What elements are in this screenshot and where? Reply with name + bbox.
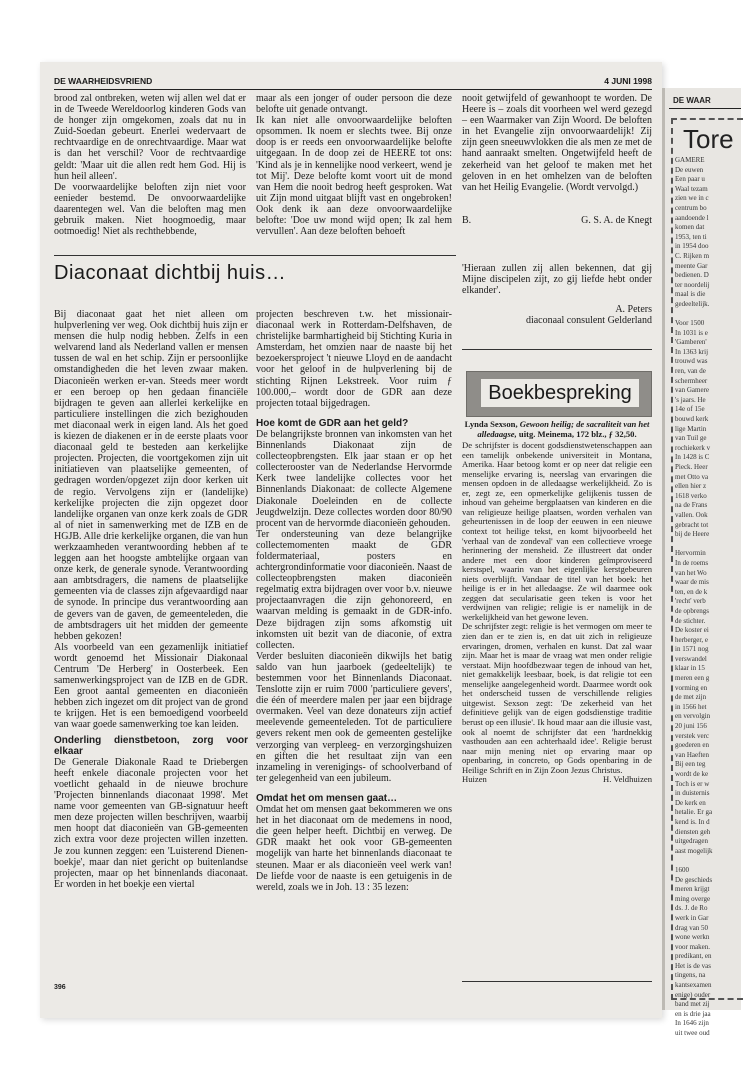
section-divider [462,981,652,982]
section-divider [54,255,456,256]
header-rule [54,89,652,90]
book-details: Lynda Sexson, Gewoon heilig; de sacraliteit van het alledaagse, uitg. Meinema, 172 blz., ƒ 32,50. [464,419,650,439]
top-article-column-1: brood zal ontbreken, weten wij allen wel dat er in de Tweede Wereldoorlog kinderen Gods van de honger zijn omgekomen, zoals dat nu in Zuid-Soedan gebeurt. Enerlei wedervaart de rechtvaardige en de onrechtvaardige. Maar wat is dan het verschil? Voor de rechtvaardige geldt: 'Maar uit die allen redt hem God. Hij is hun heil alleen'. De voorwaardelijke beloften zijn niet voor eenieder bestemd. De onvoorwaardelijke daarentegen wel. Van die beloften mag men gebruik maken. Niet hoogmoedig, maar ootmoedig! Niet als rechthebbende, [54,93,246,238]
article-column-2: projecten beschreven t.w. het missionair-diaconaal werk in Rotterdam-Delfshaven, de christelijke barmhartigheid bij Stichting Kuria in Amsterdam, het omzien naar de naaste bij het bezoekersproject 't nieuwe Lloyd en de aandacht voor het geloof in de hulpverlening bij de stichting Rijnen Lekstreek. Voor ruim ƒ 100.000,– wordt door de GDR aan deze projecten totaal bijgedragen. Hoe komt de GDR aan het geld? De belangrijkste bronnen van inkomsten van het Binnenlands Diakonaat zijn de collecteopbrengsten. Elk jaar staan er op het collecterooster van de Nederlandse Hervormde Kerk twee landelijke collectes voor het Binnenlands Diakonaat: de collecte Algemene Diakonale Doeleinden en de collecte Jeugdwelzijn. Deze collectes worden door 80/90 procent van de hervormde diaconieën gehouden. Ter ondersteuning van deze belangrijke collectemomenten maakt de GDR foldermateriaal, posters en achtergrondinformatie voor diaconieën. Naast de collecteopbrengsten maken diaconieën regelmatig extra bijdragen over voor b.v. nieuwe projectaanvragen die zijn gehonoreerd, en waarvan melding is gemaakt in de GDR-info. Deze bijdragen zijn soms afkomstig uit inkomsten uit bezit van de diaconie, of extra collecten. Verder besluiten diaconieën dikwijls het batig saldo van hun jaarboek (gedeeltelijk) te bestemmen voor het Binnenlands Diaconaat. Tenslotte zijn er ruim 7000 'particuliere gevers', die één of meerdere malen per jaar een bijdrage overmaken. Veel van deze donateurs zijn actief meelevende gemeenteleden. Tot de particuliere gevers rekent men ook de gemeenten gestelijke verzorging van verpleeg- en verzorgingshuizen en giften die het resultaat zijn van een inzameling in verenigings- of schoolverband of ter gelegenheid van een jubileum. Omdat het om mensen gaat… Omdat het om mensen gaat bekommeren we ons het in het diaconaat om de medemens in nood, die geen helper heeft. Dichtbij en verweg. De GDR maakt het ook voor GB-gemeenten mogelijk van harte het binnenlands diaconaat te steunen. Maar er als diaconieën veel werk van! De liefde voor de naaste is een getuigenis in de wereld, zoals we in Joh. 13 : 35 lezen: [256,309,452,893]
magazine-name: DE WAARHEIDSVRIEND [54,76,153,86]
author-name: A. Peters [615,304,652,316]
article-quote-column: 'Hieraan zullen zij allen bekennen, dat gij Mijne discipelen zijt, zo gij liefde hebt onder elkander'. A. Peters diaconaal consulent Gelderland [462,263,652,327]
next-page-rule [669,108,741,109]
issue-date: 4 JUNI 1998 [604,76,652,86]
section-divider [462,349,652,350]
top-article-signature: B. G. S. A. de Knegt [462,214,652,226]
article-title: Diaconaat dichtbij huis… [54,262,287,284]
author-role: diaconaal consulent Gelderland [525,315,652,327]
next-page-text: GAMERE De euwen Een paar u Waal tezam zien we in c centrum bo aandoende l komen dat 1953, ten ti in 1954 doo C. Rijken m meente Gar bedienen. D ter noordelij maal is die gedeeltelijk. Voor 1500 In 1031 is e 'Gamberen' In 1363 krij trouwd was ren, van de schermheer van Gamere 's jaars. He 14e of 15e bouwd kerk lige Martin van Tuil ge rochiekerk v In 1428 is C Pieck. Heer met Otto va ellen hier z 1618 verko na de Frans vallen. Ook gebracht tot bij de Heere Hervormin In de roems van het Wo waar de mis ten, en de k 'recht' verb de opbrengs de stichter. De koster ei herberger, e in 1571 nog verswandel klaar in 15 meren een g vorming en de met zijn in 1566 het en vervolgin 20 juni 156 verstek verc goederen en van Haeften Bij een teg wordt de ke Toch is er w in duisternis De kerk en hetalie. Er ga kend is. In d diensten geh uitgedragen aast mogelijk 1600 De geschieds meren krijgt ming overge ds. J. de Ro werk in Gar drag van 50 wone werkn voor maken. predikant, en Het is de vas tingens, na kantsexamen enige) ouder band met zij en is drie jaa In 1646 zijn uit twee oud [675,156,713,1038]
next-page-title: Tore [683,124,734,154]
page [40,62,662,1018]
running-header [54,76,652,88]
book-review: Lynda Sexson, Gewoon heilig; de sacraliteit van het alledaagse, uitg. Meinema, 172 blz., ƒ 32,50. De schrijfster is docent godsdienstwetenschappen aan een tamelijk onbekende universiteit in Montana, Amerika. Haar betoog komt er op neer dat religie een menselijke ervaring is, neerslag van ervaringen die mensen opdoen in de alledaagse werkelijkheid. Zo is er, zegt ze, een opmerkelijke gelijkenis tussen de inhoud van geheime bergplaatsen van kinderen en die van religieuze heilige plaatsen, worden verhalen van geheurtenissen in de loop der eeuwen in een nieuwe context tot heilige tekst, en komt bijvoorbeeld het 'verhaal van de zondeval' van een collectieve vroege herinnering der mensheid. Ze illustreert dat onder andere met een door kinderen geïmproviseerd kerstspel, waarin van het eigenlijke kerstgebeuren niets overblijft. Vandaar de titel van het boek: het heilige is er in het alledaagse. Ze wil daarmee ook zeggen dat secularisatie geen teken is voor het verdwijnen van religie; religie is er namelijk in de werkelijkheid van het gewone leven. De schrijfster zegt: religie is het vermogen om meer te zien dan er te zien is, en dat uit zich in religieuze ervaringen, dromen, verhalen en kunst. Dat zal waar zijn. Maar het is maar de vraag wat men onder religie verstaat. Mijn hoofdbezwaar tegen de inhoud van het, niet gemakkelijk leesbaar, boek, is dat religie tot een menselijke aangelegenheid wordt. Daarmee wordt ook het onderscheid tussen de verschillende religies uitgewist. Sexson zegt: 'De zekerheid van het definitieve gelijk van de eigen godsdienstige traditie berust op een illusie'. Ik houd maar aan die illusie vast, ook al noemt de schrijfster dat een 'hardnekkig vasthouden aan een achterhaald idee'. Religie berust naar mijn mening niet op ervaring maar op openbaring, in concreto, op Gods openbaring in de Heilige Schrift en in Zijn Zoon Jezus Christus. Huizen H. Veldhuizen [462,419,652,785]
subheading-onderling: Onderling dienstbetoon, zorg voor elkaar [54,734,248,757]
article-column-1: Bij diaconaat gaat het niet alleen om hulpverlening ver weg. Ook dichtbij huis zijn er mensen die hulp nodig hebben. Zelfs in een welvarend land als Nederland vallen er mensen tussen de wal en het schip. Zijn er persoonlijke omstandigheden die het leven zwaar maken. Diaconieën werken er-van. Steeds meer wordt er een beroep op hen gedaan financiële bijdragen te geven aan allerlei kerkelijke en particuliere instellingen die zich bezighouden met diaconaal werk in eigen land. Als het goed is kiezen de diakenen er in de eerste plaats voor diaconaal geld te besteden aan kerkelijke projecten. Projecten, die voortgekomen zijn uit initiatieven van plaatselijke gemeenten, of gedragen worden/opgezet zijn door kerken uit de regio. Vervolgens zijn er (landelijke) kerkelijke projecten die zijn opgezet door landelijke organen van onze kerk zoals de GDR al of niet in samenwerking met de IZB en de HGJB. Alle drie kerkelijke organen, die van hun werkzaamheden verantwoording hebben af te leggen aan het hoogste ambtelijke orgaan van onze kerk, de generale synode. Verantwoording aan ambtsdragers, die namens de plaatselijke gemeenten via de classes zijn afgevaardigd naar de synode. In principe dus verantwoording aan de gevers van de gaven, de gemeenteleden, die de ambtsdragers uit het midden der gemeente hebben gekozen! Als voorbeeld van een gezamenlijk initiatief wordt genoemd het Missionair Diakonaal Centrum 'De Herberg' in Oosterbeek. Een samenwerkingsproject van de IZB en de GDR. Een groot aantal gemeenten en diaconieën hebben zich ingezet om dit project van de grond te krijgen. Het is een bemoedigend voorbeeld van waar goede samenwerking toe kan leiden. Onderling dienstbetoon, zorg voor elkaar De Generale Diakonale Raad te Driebergen heeft enkele diaconale projecten voor het voetlicht gehaald in de nieuwe brochure 'Projecten binnenlands diaconaat 1998'. Met name voor gemeenten van GB-signatuur heeft men deze projecten willen beschrijven, waarbij men hoopt dat diaconieën van GB-gemeenten zich extra voor deze projecten willen inzetten. Je zou kunnen zeggen: een 'Luisterend Dienen-boekje', maar dan niet gericht op buitenlandse projecten, maar op het binnenlands diaconaat. Er worden in het boekje een viertal [54,309,248,890]
next-page-header: DE WAAR [673,96,711,105]
boekbespreking-banner [466,371,652,417]
top-article-column-3: nooit getwijfeld of gewanhoopt te worden. De Heere is – zoals dit voorheen wel werd gezegd – een Waarmaker van Zijn Woord. De beloften in het Evangelie zijn onvoorwaardelijk! Zij zijn geen sneeuwvlokken die als men ze met de hand aanraakt smelten. Ongetwijfeld heeft de zekerheid van het geloof te maken met het geloven in en het omhelzen van de beloften van het Heilig Evangelie. (Wordt vervolgd.) B. G. S. A. de Knegt [462,93,652,226]
page-number: 396 [54,984,66,991]
boekbespreking-label: Boekbespreking [481,379,639,407]
subheading-omdat: Omdat het om mensen gaat… [256,792,398,804]
subheading-hoe-komt: Hoe komt de GDR aan het geld? [256,417,409,429]
next-page-edge [662,88,741,1038]
top-article-column-2: maar als een jonger of ouder persoon die deze belofte uit genade ontvangt. Ik kan niet alle onvoorwaardelijke beloften opsommen. Ik noem er slechts twee. Bij onze doop is er reeds een onvoorwaardelijke belofte uitgegaan. In de doop zei de HEERE tot ons: 'Kind als je in kennelijke nood verkeert, wend je tot Mij'. Deze belofte komt voort uit de mond van Hem die nooit bedrog heeft gesproken. Wat uit Zijn mond uitgaat blijft vast en ongebroken! Ook denk ik aan deze onvoorwaardelijke belofte: 'Doe uw mond wijd open; Ik zal hem vervullen'. Aan deze beloften behoeft [256,93,452,238]
review-signature: Huizen H. Veldhuizen [462,774,652,785]
